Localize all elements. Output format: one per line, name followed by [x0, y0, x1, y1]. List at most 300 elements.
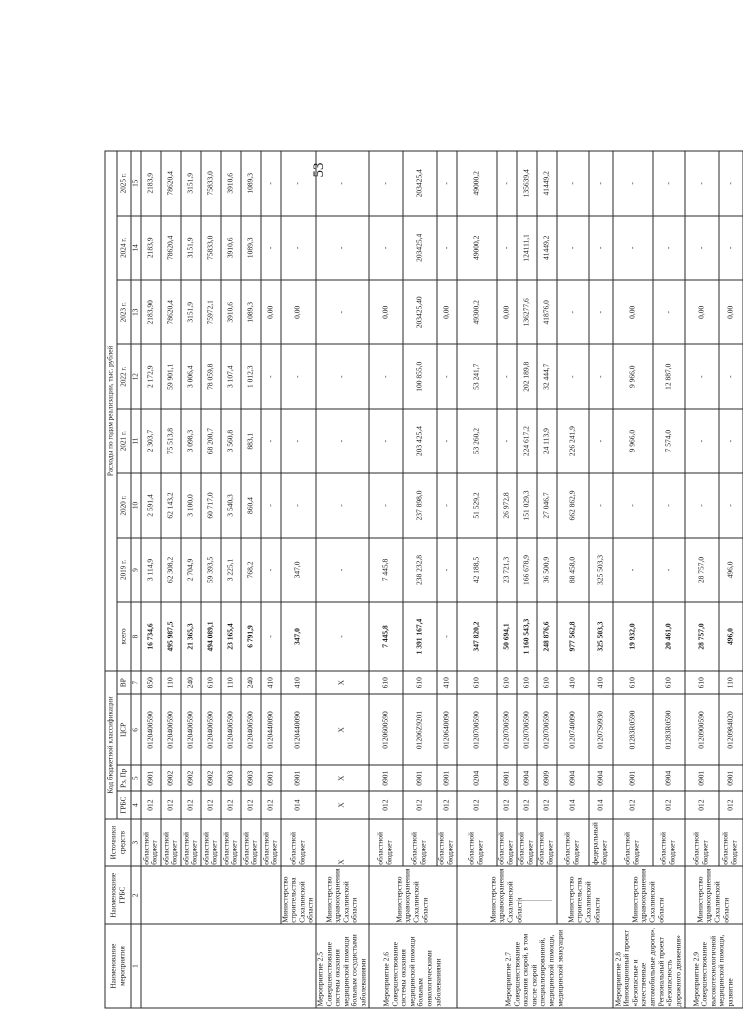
total-cell: 16 734,6: [141, 602, 161, 671]
csr-code-cell: 0120400590: [201, 695, 221, 766]
source-cell: областной бюджет: [369, 819, 403, 866]
year-value-cell: 0,00: [719, 280, 743, 344]
csr-code-cell: Х: [316, 695, 369, 766]
year-value-cell: -: [281, 216, 316, 280]
rzpr-code-cell: 0901: [369, 765, 403, 791]
year-value-cell: 62 143,2: [161, 473, 181, 537]
year-value-cell: -: [316, 344, 369, 408]
year-value-cell: 224 617,2: [517, 409, 537, 473]
header-expenses: Расходы по годам реализации, тыс. рублей: [105, 151, 117, 671]
year-value-cell: 2183,9: [141, 151, 161, 216]
year-value-cell: -: [589, 344, 613, 408]
year-value-cell: -: [497, 216, 517, 280]
year-value-cell: 41449,2: [537, 151, 557, 216]
grbs-code-cell: 012: [517, 791, 537, 819]
vr-code-cell: 610: [537, 671, 557, 695]
year-value-cell: 78 059,8: [201, 344, 221, 408]
rotated-table-wrapper: [105, 151, 620, 1009]
year-value-cell: 3910,6: [221, 216, 241, 280]
source-cell: областной бюджет: [497, 819, 517, 866]
csr-code-cell: 0120900590: [685, 695, 719, 766]
year-value-cell: -: [613, 538, 653, 602]
rzpr-code-cell: 0903: [221, 765, 241, 791]
year-value-cell: 3910,6: [221, 280, 241, 344]
year-value-cell: -: [369, 216, 403, 280]
vr-code-cell: 610: [403, 671, 437, 695]
table-row: [557, 151, 589, 1008]
year-value-cell: 9 966,0: [613, 409, 653, 473]
header-budget-code: Код бюджетной классификации: [105, 671, 117, 819]
col-number: 7: [131, 671, 141, 695]
col-number: 8: [131, 602, 141, 671]
csr-code-cell: 0120400590: [181, 695, 201, 766]
source-cell: областной бюджет: [653, 819, 685, 866]
year-value-cell: 662 862,9: [557, 473, 589, 537]
year-value-cell: 12 887,0: [653, 344, 685, 408]
total-cell: 6 791,9: [241, 602, 261, 671]
rzpr-code-cell: 0901: [613, 765, 653, 791]
year-value-cell: -: [685, 473, 719, 537]
year-value-cell: 3151,9: [181, 151, 201, 216]
year-value-cell: -: [685, 409, 719, 473]
year-value-cell: 2183,90: [141, 280, 161, 344]
grbs-code-cell: 012: [653, 791, 685, 819]
source-cell: областной бюджет: [537, 819, 557, 866]
rzpr-code-cell: 0903: [241, 765, 261, 791]
total-cell: -: [437, 602, 457, 671]
year-value-cell: 23 721,3: [497, 538, 517, 602]
col-number: 1: [131, 924, 141, 1008]
event-name-cell: Мероприятие 2.5 Совершенствование системы оказания медицинской помощи больным сосудистыми заболеваниями: [316, 924, 369, 1008]
grbs-code-cell: 012: [141, 791, 161, 819]
source-cell: областной бюджет: [281, 819, 316, 866]
year-value-cell: 860,4: [241, 473, 261, 537]
csr-code-cell: 0120400590: [221, 695, 241, 766]
source-cell: областной бюджет: [201, 819, 221, 866]
rzpr-code-cell: 0902: [201, 765, 221, 791]
grbs-code-cell: 012: [457, 791, 497, 819]
csr-code-cell: 0120700590: [497, 695, 517, 766]
col-number: 14: [131, 216, 141, 280]
grbs-code-cell: 012: [685, 791, 719, 819]
csr-code-cell: 0120984020: [719, 695, 743, 766]
rzpr-code-cell: 0904: [557, 765, 589, 791]
header-event-name: Наименование мероприятия: [105, 924, 131, 1008]
grbs-code-cell: 012: [403, 791, 437, 819]
rzpr-code-cell: 0902: [161, 765, 181, 791]
year-value-cell: 59 901,1: [161, 344, 181, 408]
total-cell: 495 987,5: [161, 602, 181, 671]
vr-code-cell: 110: [161, 671, 181, 695]
total-cell: 347 820,2: [457, 602, 497, 671]
csr-code-cell: 01206Z9201: [403, 695, 437, 766]
csr-code-cell: 01283R0590: [653, 695, 685, 766]
grbs-code-cell: 014: [557, 791, 589, 819]
scan-artifact: [516, 900, 552, 905]
year-value-cell: 27 046,7: [537, 473, 557, 537]
year-value-cell: -: [653, 151, 685, 216]
total-cell: 20 461,0: [653, 602, 685, 671]
year-value-cell: -: [497, 151, 517, 216]
csr-code-cell: 0120600590: [369, 695, 403, 766]
year-value-cell: -: [437, 409, 457, 473]
header-year: 2022 г.: [117, 344, 131, 408]
grbs-code-cell: 012: [161, 791, 181, 819]
total-cell: 347,0: [281, 602, 316, 671]
rzpr-code-cell: 0904: [589, 765, 613, 791]
grbs-code-cell: 014: [281, 791, 316, 819]
rzpr-code-cell: 0204: [457, 765, 497, 791]
grbs-code-cell: 012: [369, 791, 403, 819]
table-row: [457, 151, 497, 1008]
header-grbs-name: Наименование ГРБС: [105, 866, 131, 924]
col-number: 15: [131, 151, 141, 216]
total-cell: 1 391 167,4: [403, 602, 437, 671]
year-value-cell: 60 717,0: [201, 473, 221, 537]
total-cell: 1 160 543,3: [517, 602, 537, 671]
grbs-code-cell: 012: [201, 791, 221, 819]
year-value-cell: 203425,4: [403, 151, 437, 216]
csr-code-cell: 0120440090: [261, 695, 281, 766]
year-value-cell: 1 012,3: [241, 344, 261, 408]
source-cell: областной бюджет: [161, 819, 181, 866]
year-value-cell: -: [685, 344, 719, 408]
grbs-code-cell: 012: [497, 791, 517, 819]
col-number: 12: [131, 344, 141, 408]
year-value-cell: -: [437, 216, 457, 280]
year-value-cell: 2183,9: [141, 216, 161, 280]
rzpr-code-cell: 0901: [685, 765, 719, 791]
total-cell: 325 503,3: [589, 602, 613, 671]
header-year: 2021 г.: [117, 409, 131, 473]
vr-code-cell: 240: [241, 671, 261, 695]
vr-code-cell: 850: [141, 671, 161, 695]
year-value-cell: 75 513,8: [161, 409, 181, 473]
year-value-cell: 78620,4: [161, 151, 181, 216]
year-value-cell: 124111,1: [517, 216, 537, 280]
year-value-cell: 100 855,0: [403, 344, 437, 408]
vr-code-cell: 610: [685, 671, 719, 695]
year-value-cell: 3 114,9: [141, 538, 161, 602]
year-value-cell: -: [653, 216, 685, 280]
total-cell: 21 365,3: [181, 602, 201, 671]
year-value-cell: -: [369, 409, 403, 473]
source-cell: областной бюджет: [613, 819, 653, 866]
year-value-cell: 0,00: [685, 280, 719, 344]
year-value-cell: 1089,3: [241, 280, 261, 344]
year-value-cell: 51 529,2: [457, 473, 497, 537]
year-value-cell: 496,0: [719, 538, 743, 602]
csr-code-cell: 0120740090: [557, 695, 589, 766]
rzpr-code-cell: 0902: [181, 765, 201, 791]
rzpr-code-cell: Х: [316, 765, 369, 791]
header-year: 2024 г.: [117, 216, 131, 280]
csr-code-cell: 01207S0930: [589, 695, 613, 766]
year-value-cell: -: [369, 473, 403, 537]
year-value-cell: 3 006,4: [181, 344, 201, 408]
year-value-cell: 135639,4: [517, 151, 537, 216]
rzpr-code-cell: 0901: [403, 765, 437, 791]
year-value-cell: -: [281, 409, 316, 473]
rzpr-code-cell: 0909: [537, 765, 557, 791]
year-value-cell: -: [719, 216, 743, 280]
year-value-cell: 42 188,5: [457, 538, 497, 602]
grbs-code-cell: 012: [261, 791, 281, 819]
year-value-cell: 36 500,9: [537, 538, 557, 602]
year-value-cell: 136277,6: [517, 280, 537, 344]
year-value-cell: -: [281, 344, 316, 408]
total-cell: 977 562,8: [557, 602, 589, 671]
year-value-cell: -: [316, 409, 369, 473]
col-number: 5: [131, 765, 141, 791]
total-cell: 23 165,4: [221, 602, 241, 671]
year-value-cell: 238 232,8: [403, 538, 437, 602]
total-cell: -: [316, 602, 369, 671]
year-value-cell: 202 189,8: [517, 344, 537, 408]
year-value-cell: 0,00: [437, 280, 457, 344]
vr-code-cell: 610: [517, 671, 537, 695]
year-value-cell: 166 678,9: [517, 538, 537, 602]
source-cell: областной бюджет: [221, 819, 241, 866]
year-value-cell: -: [261, 409, 281, 473]
year-value-cell: -: [316, 538, 369, 602]
event-name-cell: Мероприятие 2.7 Совершенствование оказания скорой, в том числе скорой специализированной, медицинской помощи, медицинской эвакуации: [457, 924, 613, 1008]
year-value-cell: 3910,6: [221, 151, 241, 216]
year-value-cell: -: [557, 280, 589, 344]
col-number: 6: [131, 695, 141, 766]
vr-code-cell: Х: [316, 671, 369, 695]
year-value-cell: 7 574,0: [653, 409, 685, 473]
table-row: [281, 151, 316, 1008]
col-number: 2: [131, 866, 141, 924]
year-value-cell: 49000,2: [457, 216, 497, 280]
header-grbs: ГРБС: [117, 791, 131, 819]
rzpr-code-cell: 0901: [719, 765, 743, 791]
source-cell: областной бюджет: [403, 819, 437, 866]
vr-code-cell: 610: [613, 671, 653, 695]
rzpr-code-cell: 0901: [281, 765, 316, 791]
grbs-code-cell: 012: [537, 791, 557, 819]
source-cell: областной бюджет: [685, 819, 719, 866]
grbs-name-cell: Министерство здравоохранения Сахалинской области: [613, 866, 685, 924]
vr-code-cell: 240: [181, 671, 201, 695]
header-year: 2025 г.: [117, 151, 131, 216]
source-cell: областной бюджет: [517, 819, 537, 866]
header-year: 2020 г.: [117, 473, 131, 537]
csr-code-cell: 0120400590: [161, 695, 181, 766]
year-value-cell: -: [613, 151, 653, 216]
grbs-code-cell: 012: [221, 791, 241, 819]
table-row: [316, 151, 369, 1008]
csr-code-cell: 01283R0590: [613, 695, 653, 766]
year-value-cell: -: [613, 216, 653, 280]
year-value-cell: 226 241,9: [557, 409, 589, 473]
source-cell: областной бюджет: [719, 819, 743, 866]
col-number: 9: [131, 538, 141, 602]
source-cell: федеральный бюджет: [589, 819, 613, 866]
grbs-name-cell: Министерство здравоохранения Сахалинской области: [316, 866, 369, 924]
header-sources: Источники средств: [105, 819, 131, 866]
year-value-cell: -: [589, 473, 613, 537]
col-number: 10: [131, 473, 141, 537]
year-value-cell: 26 972,8: [497, 473, 517, 537]
year-value-cell: 768,2: [241, 538, 261, 602]
grbs-name-cell: Министерство здравоохранения Сахалинской области: [685, 866, 743, 924]
year-value-cell: 28 757,0: [685, 538, 719, 602]
total-cell: -: [261, 602, 281, 671]
year-value-cell: 7 445,8: [369, 538, 403, 602]
grbs-code-cell: 012: [241, 791, 261, 819]
grbs-code-cell: Х: [316, 791, 369, 819]
year-value-cell: 2 591,4: [141, 473, 161, 537]
year-value-cell: 41449,2: [537, 216, 557, 280]
table-row: [613, 151, 653, 1008]
header-total: всего: [117, 602, 131, 671]
rzpr-code-cell: 0904: [517, 765, 537, 791]
year-value-cell: -: [281, 151, 316, 216]
year-value-cell: 3 225,1: [221, 538, 241, 602]
year-value-cell: 3 100,0: [181, 473, 201, 537]
header-year: 2019 г.: [117, 538, 131, 602]
year-value-cell: -: [653, 538, 685, 602]
source-cell: Х: [316, 819, 369, 866]
year-value-cell: -: [719, 409, 743, 473]
event-name-cell: Мероприятие 2.8 Инновационный проект «Безопасные и качественные автомобильные дороги». Региональный проект «Безопасность дорожного движения»: [613, 924, 685, 1008]
table-body: [141, 151, 743, 1008]
year-value-cell: -: [719, 151, 743, 216]
grbs-name-cell: Министерство здравоохранения Сахалинской области: [457, 866, 557, 924]
year-value-cell: -: [369, 344, 403, 408]
table-row: [141, 151, 161, 1008]
total-cell: 248 876,6: [537, 602, 557, 671]
year-value-cell: -: [685, 216, 719, 280]
year-value-cell: 2 172,9: [141, 344, 161, 408]
year-value-cell: 325 503,3: [589, 538, 613, 602]
source-cell: областной бюджет: [457, 819, 497, 866]
year-value-cell: 203425,40: [403, 280, 437, 344]
year-value-cell: -: [719, 473, 743, 537]
year-value-cell: -: [557, 216, 589, 280]
year-value-cell: 0,00: [369, 280, 403, 344]
year-value-cell: -: [316, 151, 369, 216]
vr-code-cell: 410: [557, 671, 589, 695]
year-value-cell: -: [589, 151, 613, 216]
year-value-cell: 1089,3: [241, 216, 261, 280]
year-value-cell: -: [316, 280, 369, 344]
year-value-cell: 0,00: [281, 280, 316, 344]
year-value-cell: 2 303,7: [141, 409, 161, 473]
year-value-cell: -: [261, 216, 281, 280]
csr-code-cell: 0120700590: [457, 695, 497, 766]
event-name-cell: Мероприятие 2.9 Совершенствование высокотехнологичной медицинской помощи, развитие: [685, 924, 743, 1008]
year-value-cell: -: [316, 473, 369, 537]
year-value-cell: 32 444,7: [537, 344, 557, 408]
rzpr-code-cell: 0901: [141, 765, 161, 791]
year-value-cell: 237 898,0: [403, 473, 437, 537]
grbs-name-cell: [141, 866, 281, 924]
year-value-cell: 78620,4: [161, 216, 181, 280]
year-value-cell: -: [261, 151, 281, 216]
header-rzpr: Рз, Пр: [117, 765, 131, 791]
page-number: 53: [309, 155, 329, 185]
table-row: [369, 151, 403, 1008]
year-value-cell: -: [653, 473, 685, 537]
csr-code-cell: 0120400590: [141, 695, 161, 766]
grbs-code-cell: 012: [181, 791, 201, 819]
vr-code-cell: 610: [497, 671, 517, 695]
rzpr-code-cell: 0901: [437, 765, 457, 791]
year-value-cell: 2 704,9: [181, 538, 201, 602]
year-value-cell: 68 200,7: [201, 409, 221, 473]
year-value-cell: -: [685, 151, 719, 216]
vr-code-cell: 410: [437, 671, 457, 695]
grbs-code-cell: 012: [437, 791, 457, 819]
year-value-cell: -: [557, 151, 589, 216]
grbs-name-cell: Министерство здравоохранения Сахалинской области: [369, 866, 457, 924]
year-value-cell: 203 425,4: [403, 409, 437, 473]
source-cell: областной бюджет: [181, 819, 201, 866]
vr-code-cell: 610: [201, 671, 221, 695]
total-cell: 19 932,0: [613, 602, 653, 671]
year-value-cell: 78620,4: [161, 280, 181, 344]
year-value-cell: 49000,2: [457, 151, 497, 216]
vr-code-cell: 110: [719, 671, 743, 695]
year-value-cell: 75833,0: [201, 151, 221, 216]
year-value-cell: 883,1: [241, 409, 261, 473]
year-value-cell: -: [589, 280, 613, 344]
table-row: [685, 151, 719, 1008]
year-value-cell: 88 458,0: [557, 538, 589, 602]
vr-code-cell: 410: [281, 671, 316, 695]
grbs-name-cell: Министерство строительства Сахалинской области: [281, 866, 316, 924]
year-value-cell: 0,00: [497, 280, 517, 344]
col-number: 4: [131, 791, 141, 819]
vr-code-cell: 610: [653, 671, 685, 695]
year-value-cell: 59 393,5: [201, 538, 221, 602]
source-cell: областной бюджет: [557, 819, 589, 866]
year-value-cell: -: [557, 344, 589, 408]
csr-code-cell: 0120400590: [241, 695, 261, 766]
year-value-cell: 151 029,3: [517, 473, 537, 537]
col-number: 3: [131, 819, 141, 866]
source-cell: областной бюджет: [261, 819, 281, 866]
year-value-cell: 3 098,3: [181, 409, 201, 473]
year-value-cell: 3151,9: [181, 216, 201, 280]
total-cell: 494 089,1: [201, 602, 221, 671]
year-value-cell: -: [261, 344, 281, 408]
rzpr-code-cell: 0904: [653, 765, 685, 791]
year-value-cell: -: [437, 473, 457, 537]
vr-code-cell: 610: [457, 671, 497, 695]
total-cell: 7 445,8: [369, 602, 403, 671]
vr-code-cell: 410: [589, 671, 613, 695]
total-cell: 496,0: [719, 602, 743, 671]
header-csr: ЦСР: [117, 695, 131, 766]
total-cell: 50 694,1: [497, 602, 517, 671]
total-cell: 28 757,0: [685, 602, 719, 671]
vr-code-cell: 410: [261, 671, 281, 695]
year-value-cell: -: [497, 409, 517, 473]
csr-code-cell: 0120700590: [517, 695, 537, 766]
year-value-cell: -: [261, 473, 281, 537]
year-value-cell: 3 107,4: [221, 344, 241, 408]
year-value-cell: 53 260,2: [457, 409, 497, 473]
csr-code-cell: 0120700590: [537, 695, 557, 766]
year-value-cell: -: [316, 216, 369, 280]
year-value-cell: 3 540,3: [221, 473, 241, 537]
year-value-cell: 41876,0: [537, 280, 557, 344]
year-value-cell: -: [613, 473, 653, 537]
